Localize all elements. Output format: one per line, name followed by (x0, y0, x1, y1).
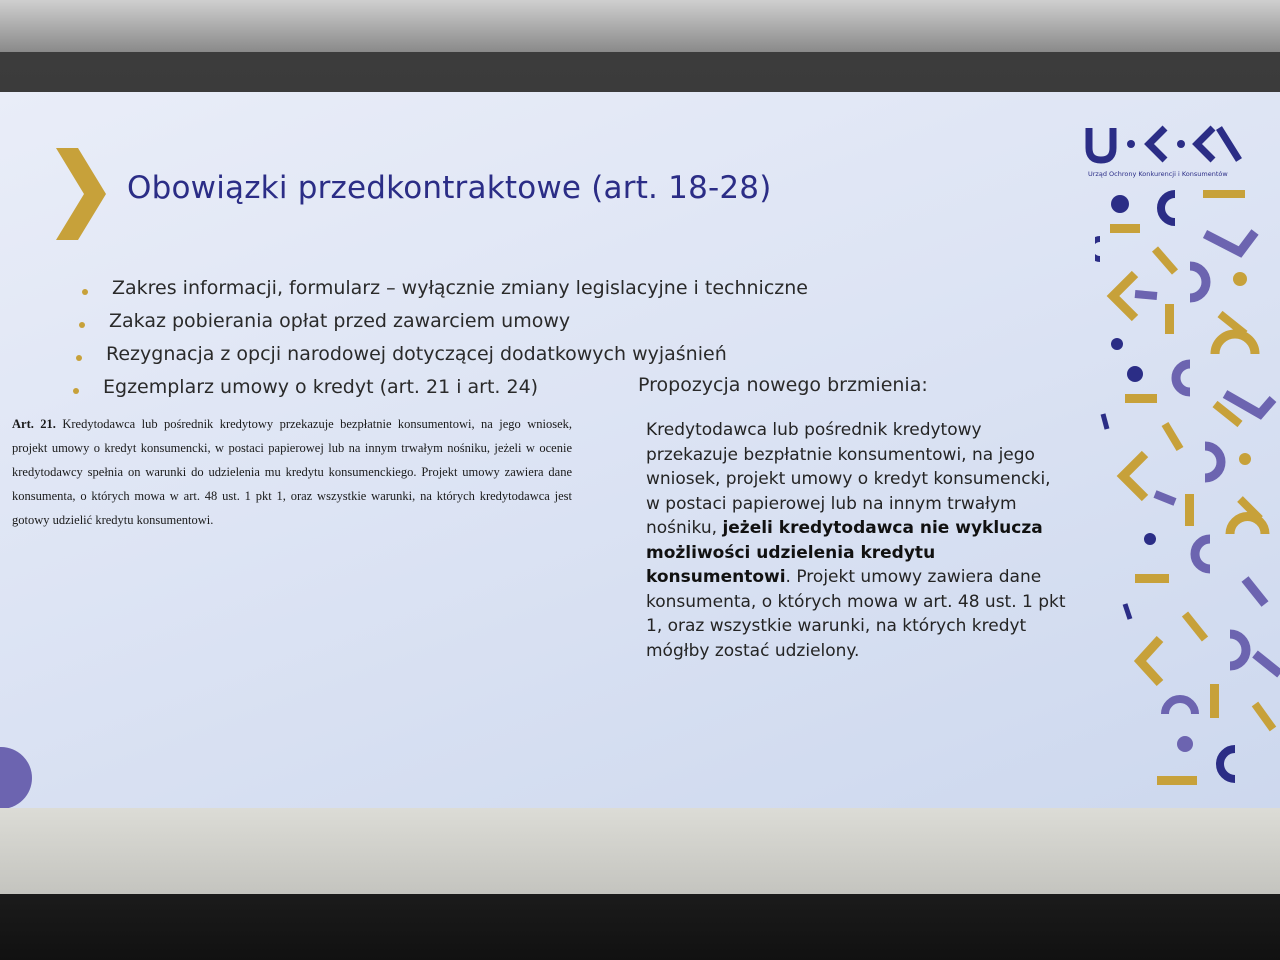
presentation-slide (0, 92, 1280, 808)
proposal-heading: Propozycja nowego brzmienia: (638, 374, 928, 396)
bullet-dot (76, 355, 82, 361)
bullet-item (73, 376, 539, 409)
bullet-dot (79, 322, 85, 328)
bullet-text: Rezygnacja z opcji narodowej dotyczącej dodatkowych wyjaśnień (106, 343, 727, 365)
proposal-text-end: . Projekt umowy zawiera dane konsumenta, o których mowa w art. 48 ust. 1 pkt 1, oraz wszystkie warunki, na których kredyt mógłby zostać udzielony. (646, 567, 1066, 661)
article-number: Art. 21. (12, 417, 56, 431)
bullet-text: Zakres informacji, formularz – wyłącznie zmiany legislacyjne i techniczne (112, 277, 808, 299)
bullet-item (76, 343, 727, 376)
ceiling (0, 0, 1280, 52)
floor-shadow (0, 894, 1280, 960)
tv-bezel (0, 808, 1280, 894)
logo-caption: Urząd Ochrony Konkurencji i Konsumentów (1088, 170, 1228, 178)
proposal-text-bold: jeżeli kredytodawca nie wyklucza możliwości udzielenia kredytu konsumentowi (646, 518, 1043, 587)
article-body: Kredytodawca lub pośrednik kredytowy przekazuje bezpłatnie konsumentowi, na jego wniosek, projekt umowy o kredyt konsumencki, w postaci papierowej lub na innym trwałym nośniku, jeżeli w ocenie kredytodawcy spełnia on warunki do udzielenia mu kredytu konsumenckiego. Projekt umowy zawiera dane konsumenta, o których mowa w art. 48 ust. 1 pkt 1, oraz wszystkie warunki, na których kredytodawca jest gotowy udzielić kredytu konsumentowi. (12, 417, 572, 527)
proposal-text (646, 418, 1066, 663)
bullet-dot (82, 289, 88, 295)
uokik-logo-mark (1083, 120, 1253, 170)
bullet-dot (73, 388, 79, 394)
bullet-text: Zakaz pobierania opłat przed zawarciem umowy (109, 310, 571, 332)
bullet-item (79, 310, 571, 343)
slide-title: Obowiązki przedkontraktowe (art. 18-28) (127, 170, 772, 206)
tv-brand-badge (590, 873, 636, 883)
bullet-text: Egzemplarz umowy o kredyt (art. 21 i art. 24) (103, 376, 539, 398)
decorative-pattern (1095, 184, 1280, 804)
proposal-text-start: Kredytodawca lub pośrednik kredytowy przekazuje bezpłatnie konsumentowi, na jego wniosek, projekt umowy o kredyt konsumencki, w postaci papierowej lub na innym trwałym nośniku, (646, 420, 1051, 538)
decorative-circle (0, 747, 32, 808)
chevron-icon (52, 148, 108, 240)
current-article-text (12, 412, 572, 532)
